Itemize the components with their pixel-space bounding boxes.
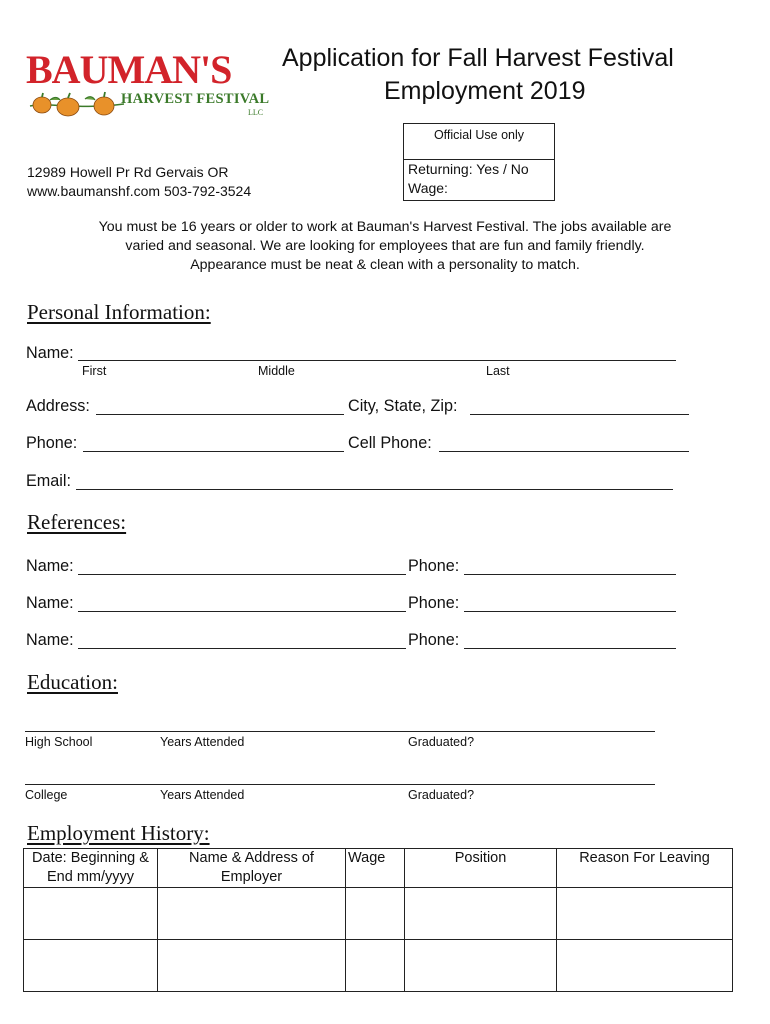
years-attended-caption: Years Attended — [160, 788, 245, 802]
reference-name-label: Name: — [26, 557, 74, 575]
intro-line2: varied and seasonal. We are looking for employees that are fun and family friendly. — [125, 238, 645, 254]
date-cell[interactable] — [24, 888, 158, 940]
col-position-header: Position — [405, 849, 557, 888]
address-label: Address: — [26, 397, 90, 415]
pumpkin-icon — [28, 88, 128, 118]
graduated-caption: Graduated? — [408, 735, 475, 749]
employment-history-heading: Employment History: — [27, 821, 210, 845]
official-use-box — [403, 123, 555, 201]
high-school-input-line[interactable] — [25, 731, 655, 732]
contact-address: 12989 Howell Pr Rd Gervais OR — [27, 164, 229, 180]
cell-phone-input-line[interactable] — [439, 451, 689, 452]
col-wage-header: Wage — [346, 849, 405, 888]
college-caption: College — [25, 788, 68, 802]
employment-history-table — [23, 848, 733, 992]
email-label: Email: — [26, 472, 71, 490]
reference-name-input-line[interactable] — [78, 611, 406, 612]
phone-label: Phone: — [26, 434, 78, 452]
logo-subtitle: HARVEST FESTIVAL — [121, 91, 270, 107]
reason-cell[interactable] — [557, 940, 733, 992]
references-heading: References: — [27, 510, 127, 534]
email-input-line[interactable] — [76, 489, 673, 490]
reference-phone-label: Phone: — [408, 594, 460, 612]
last-name-caption: Last — [486, 364, 510, 378]
col-employer-line2: Employer — [220, 869, 283, 885]
table-header-row — [24, 849, 733, 888]
education-heading: Education: — [27, 670, 118, 694]
logo-name: BAUMAN'S — [26, 47, 232, 92]
bauman-logo — [26, 48, 276, 128]
table-row — [24, 888, 733, 940]
col-employer-header — [158, 849, 346, 888]
logo-llc: LLC — [248, 108, 264, 117]
date-cell[interactable] — [24, 940, 158, 992]
reference-name-input-line[interactable] — [78, 574, 406, 575]
reference-phone-input-line[interactable] — [464, 648, 676, 649]
cell-phone-label: Cell Phone: — [348, 434, 432, 452]
reference-name-input-line[interactable] — [78, 648, 406, 649]
phone-input-line[interactable] — [83, 451, 344, 452]
city-state-zip-input-line[interactable] — [470, 414, 689, 415]
reference-phone-label: Phone: — [408, 631, 460, 649]
reference-phone-input-line[interactable] — [464, 574, 676, 575]
table-row — [24, 940, 733, 992]
col-date-line2: End mm/yyyy — [46, 869, 134, 885]
reason-cell[interactable] — [557, 888, 733, 940]
col-date-line1: Date: Beginning & — [32, 850, 149, 866]
position-cell[interactable] — [405, 940, 557, 992]
page-title-line2: Employment 2019 — [384, 77, 586, 105]
col-employer-line1: Name & Address of — [189, 850, 314, 866]
reference-name-label: Name: — [26, 594, 74, 612]
employer-cell[interactable] — [158, 940, 346, 992]
intro-line1: You must be 16 years or older to work at Bauman's Harvest Festival. The jobs available are — [98, 219, 672, 235]
reference-name-label: Name: — [26, 631, 74, 649]
position-cell[interactable] — [405, 888, 557, 940]
city-state-zip-label: City, State, Zip: — [348, 397, 458, 415]
col-date-header — [24, 849, 158, 888]
graduated-caption: Graduated? — [408, 788, 475, 802]
wage-field: Wage: — [408, 180, 448, 196]
intro-line3: Appearance must be neat & clean with a personality to match. — [190, 257, 580, 273]
employer-cell[interactable] — [158, 888, 346, 940]
wage-cell[interactable] — [346, 940, 405, 992]
reference-phone-input-line[interactable] — [464, 611, 676, 612]
middle-name-caption: Middle — [258, 364, 295, 378]
personal-info-heading: Personal Information: — [27, 300, 211, 324]
official-use-heading: Official Use only — [404, 124, 554, 160]
contact-web-phone: www.baumanshf.com 503-792-3524 — [27, 183, 252, 199]
wage-cell[interactable] — [346, 888, 405, 940]
years-attended-caption: Years Attended — [160, 735, 245, 749]
returning-field: Returning: Yes / No — [408, 161, 529, 177]
reference-phone-label: Phone: — [408, 557, 460, 575]
address-input-line[interactable] — [96, 414, 344, 415]
first-name-caption: First — [82, 364, 107, 378]
high-school-caption: High School — [25, 735, 93, 749]
name-input-line[interactable] — [78, 360, 676, 361]
name-label: Name: — [26, 344, 74, 362]
college-input-line[interactable] — [25, 784, 655, 785]
page-title-line1: Application for Fall Harvest Festival — [282, 44, 674, 72]
col-reason-header: Reason For Leaving — [557, 849, 733, 888]
